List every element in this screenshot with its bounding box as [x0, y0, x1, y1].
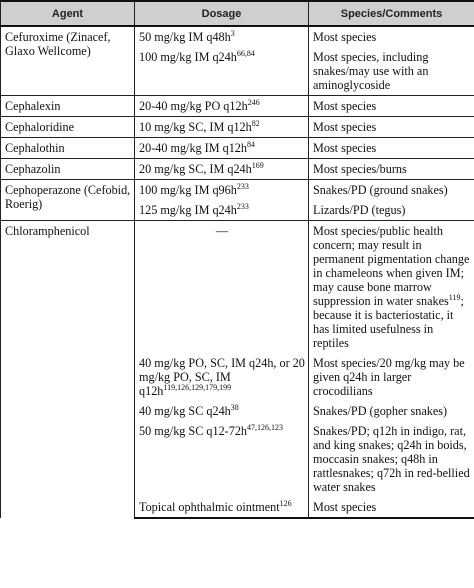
dosage-cell [135, 26, 309, 47]
dosage-cell [135, 159, 309, 180]
comment-cell [309, 26, 474, 47]
dosage-text: 100 mg/kg IM q96h [139, 183, 237, 197]
comment-text: Most species [313, 99, 377, 113]
comment-cell [309, 353, 474, 401]
reference-superscript: 119,126,129,179,199 [163, 383, 232, 392]
table-row [1, 117, 474, 138]
comment-text: Lizards/PD (tegus) [313, 203, 406, 217]
reference-superscript: 84 [247, 140, 255, 149]
dosage-cell [135, 401, 309, 421]
dosage-cell [135, 497, 309, 518]
dosage-cell [135, 421, 309, 497]
comment-text: Most species/public health concern; may result in permanent pigmentation change in chameleons when given IM; may cause bone marrow suppression in water snakes [313, 224, 470, 308]
dosage-text: 20-40 mg/kg IM q12h [139, 141, 247, 155]
agent-cell [1, 117, 135, 138]
agent-cell [1, 26, 135, 96]
comment-cell [309, 47, 474, 96]
dosage-text: — [215, 224, 229, 238]
table-body [1, 26, 474, 518]
comment-text: Most species [313, 141, 377, 155]
comment-text: Most species [313, 120, 377, 134]
dosage-cell [135, 47, 309, 96]
agent-name: Cephazolin [5, 162, 61, 176]
reference-superscript: 82 [251, 119, 260, 128]
reference-superscript: 66,84 [236, 49, 255, 58]
comment-text: Most species, including snakes/may use with an aminoglycoside [313, 50, 429, 92]
agent-name: Cephalexin [5, 99, 61, 113]
agent-name: Cephaloridine [5, 120, 75, 134]
comment-text: Snakes/PD (ground snakes) [313, 183, 448, 197]
header-row [1, 1, 474, 26]
dosage-text: 125 mg/kg IM q24h [139, 203, 237, 217]
comment-text: Most species [313, 500, 377, 514]
dosage-cell [135, 353, 309, 401]
dosage-cell [135, 180, 309, 201]
comment-text: Snakes/PD (gopher snakes) [313, 404, 448, 418]
comment-cell [309, 159, 474, 180]
reference-superscript: 3 [230, 29, 235, 38]
comment-cell [309, 421, 474, 497]
comment-cell [309, 401, 474, 421]
comment-cell [309, 497, 474, 518]
dosage-text: 20-40 mg/kg PO q12h [139, 99, 248, 113]
dosage-cell [135, 221, 309, 354]
agent-cell [1, 138, 135, 159]
reference-superscript: 246 [247, 98, 260, 107]
agent-cell [1, 221, 135, 519]
agent-name: Cephoperazone (Cefobid, Roerig) [5, 183, 131, 211]
dosage-cell [135, 138, 309, 159]
table-row [1, 26, 474, 47]
comment-cell [309, 117, 474, 138]
dosage-text: 50 mg/kg SC q12-72h [139, 424, 248, 438]
dosage-text: 40 mg/kg SC q24h [139, 404, 231, 418]
agent-cell [1, 96, 135, 117]
dosage-text: Topical ophthalmic ointment [139, 500, 280, 514]
agent-name: Cefuroxime (Zinacef, Glaxo Wellcome) [5, 30, 111, 58]
table-row [1, 221, 474, 354]
header-species-comments: Species/Comments [309, 1, 474, 26]
reference-superscript: 47,126,123 [247, 423, 284, 432]
comment-text: Most species/20 mg/kg may be given q24h in larger crocodilians [313, 356, 465, 398]
comment-text-continued: ; because it is bacteriostatic, it has limited usefulness in reptiles [313, 294, 464, 350]
dosage-text: 20 mg/kg SC, IM q24h [139, 162, 252, 176]
reference-superscript: 233 [236, 182, 249, 191]
reference-superscript: 38 [230, 403, 239, 412]
agent-cell [1, 180, 135, 221]
dosage-cell [135, 117, 309, 138]
dosage-text: 10 mg/kg SC, IM q12h [139, 120, 252, 134]
comment-cell [309, 96, 474, 117]
dosage-text: 50 mg/kg IM q48h [139, 30, 231, 44]
reference-superscript: 119 [448, 293, 461, 302]
dosage-cell [135, 96, 309, 117]
header-dosage: Dosage [135, 1, 309, 26]
reference-superscript: 169 [251, 161, 264, 170]
agent-cell [1, 159, 135, 180]
comment-cell [309, 200, 474, 221]
reference-superscript: 233 [236, 202, 249, 211]
header-agent: Agent [1, 1, 135, 26]
table-row [1, 159, 474, 180]
table-row [1, 96, 474, 117]
comment-cell [309, 138, 474, 159]
table-row [1, 180, 474, 201]
dosage-text: 40 mg/kg PO, SC, IM q24h, or 20 mg/kg PO, SC, IM q12h [139, 356, 305, 398]
comment-text: Most species [313, 30, 377, 44]
comment-text: Snakes/PD; q12h in indigo, rat, and king snakes; q24h in boids, moccasin snakes; q48h in rattlesnakes; q72h in red-bellied water snakes [313, 424, 470, 494]
reference-superscript: 126 [279, 499, 292, 508]
dosage-text: 100 mg/kg IM q24h [139, 50, 237, 64]
comment-cell [309, 221, 474, 354]
dosage-cell [135, 200, 309, 221]
agent-name: Cephalothin [5, 141, 65, 155]
comment-cell [309, 180, 474, 201]
comment-text: Most species/burns [313, 162, 407, 176]
table-header [1, 1, 474, 26]
agent-name: Chloramphenicol [5, 224, 90, 238]
table-row [1, 138, 474, 159]
